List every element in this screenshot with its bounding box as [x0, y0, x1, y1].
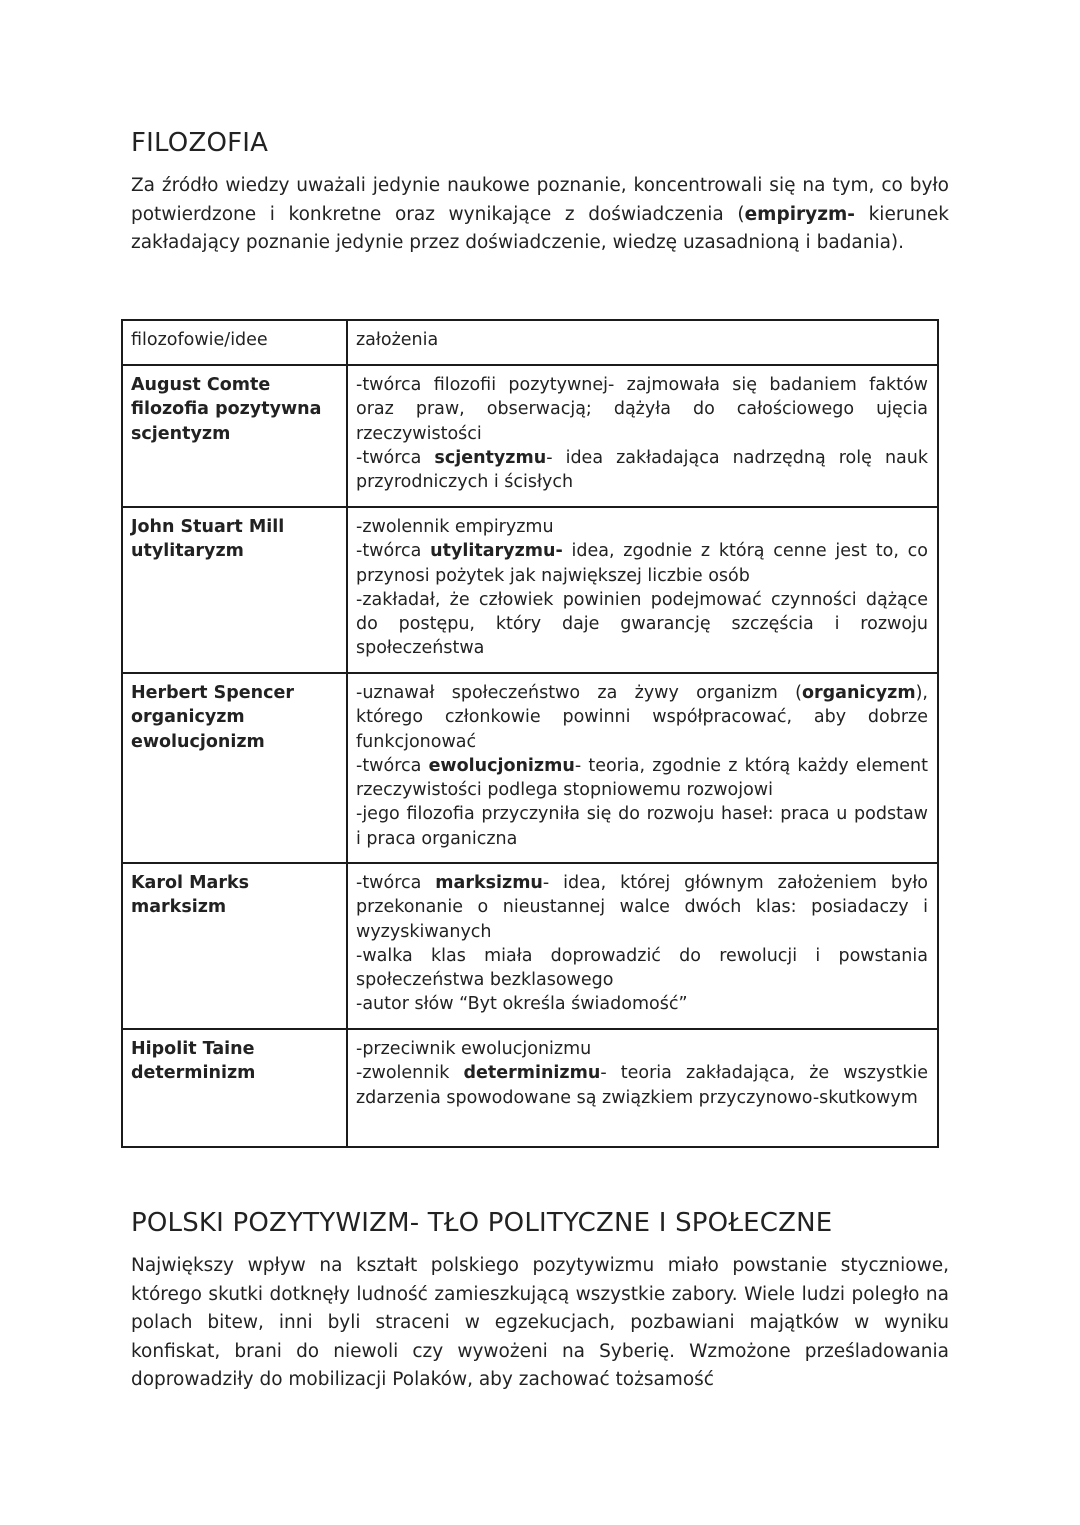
intro-emphasis-empiryzm: empiryzm- [744, 203, 855, 225]
assumption-text: -zwolennik empiryzmu [356, 517, 554, 537]
philosopher-cell [122, 507, 347, 673]
philosopher-name: Herbert Spencer [131, 683, 294, 703]
philosophers-table [121, 319, 939, 1148]
assumption-text: -zakładał, że człowiek powinien podejmować czynności dążące do postępu, który daje gwarancję szczęścia i rozwoju społeczeństwa [356, 589, 928, 659]
assumption-text: -twórca [356, 447, 435, 468]
assumption-text: -walka klas miała doprowadzić do rewolucji i powstania społeczeństwa bezklasowego [356, 945, 928, 991]
table-row [122, 507, 938, 673]
assumption-text: -uznawał społeczeństwo za żywy organizm ( [356, 683, 802, 703]
header-philosophers: filozofowie/idee [122, 320, 347, 365]
assumption-line [356, 1037, 928, 1061]
assumption-text: -twórca filozofii pozytywnej- zajmowała się badaniem faktów oraz praw, obserwacją; dążyła do całościowego ujęcia rzeczywistości [356, 375, 928, 444]
section-polish-positivism [131, 1208, 949, 1395]
assumption-keyword: determinizmu [463, 1063, 601, 1084]
assumption-text: -jego filozofia przyczyniła się do rozwoju haseł: praca u podstaw i praca organiczna [356, 804, 928, 849]
table-row [122, 863, 938, 1029]
assumptions-cell [347, 863, 938, 1029]
assumption-keyword: marksizmu [435, 873, 543, 893]
section-filozofia [131, 128, 949, 258]
assumption-text: - idea, której głównym założeniem było przekonanie o nieustannej walce dwóch klas: posiadaczy i wyzyskiwanych [356, 873, 929, 942]
assumptions-cell [347, 365, 938, 507]
header-assumptions: założenia [347, 320, 938, 365]
philosopher-name: Karol Marks [131, 873, 250, 893]
assumption-line [356, 588, 928, 661]
assumption-line [356, 681, 928, 754]
assumption-keyword: ewolucjonizmu [428, 755, 575, 776]
assumption-text: idea, zgodnie z którą cenne jest to, co przynosi pożytek jak największej liczbie osób [356, 541, 928, 586]
idea-name: utylitaryzm [131, 541, 244, 562]
assumption-text: ), którego członkowie powinni współpracować, aby dobrze funkcjonować [356, 683, 928, 752]
assumption-line [356, 802, 928, 851]
table-row [122, 673, 938, 863]
assumption-line [356, 446, 928, 495]
assumption-text: -twórca [356, 755, 429, 776]
assumption-keyword: scjentyzmu [434, 447, 547, 468]
philosopher-name: August Comte [131, 375, 271, 395]
idea-name: filozofia pozytywna [131, 399, 322, 420]
intro-text-part2: kierunek zakładający poznanie jedynie przez doświadczenie, wiedzę uzasadnioną i badania). [131, 203, 949, 253]
table-row [122, 1029, 938, 1147]
assumption-line [356, 539, 928, 588]
assumption-text: - teoria, zgodnie z którą każdy element rzeczywistości podlega stopniowemu rozwojowi [356, 755, 928, 801]
idea-name: scjentyzm [131, 423, 231, 444]
intro-text-part1: Za źródło wiedzy uważali jedynie naukowe poznanie, koncentrowali się na tym, co było potwierdzone i konkretne oraz wynikające z doświadczenia ( [131, 175, 949, 225]
assumption-line [356, 871, 928, 944]
philosopher-cell [122, 863, 347, 1029]
assumption-line [356, 754, 928, 803]
intro-paragraph [131, 172, 949, 258]
idea-name: determinizm [131, 1063, 256, 1084]
philosopher-cell [122, 673, 347, 863]
assumption-keyword: organicyzm [801, 683, 916, 703]
assumption-line [356, 515, 928, 539]
idea-name: organicyzm [131, 707, 245, 728]
table-row [122, 365, 938, 507]
assumption-text: -autor słów “Byt określa świadomość” [356, 994, 688, 1015]
assumptions-cell [347, 673, 938, 863]
assumption-text: - teoria zakładająca, że wszystkie zdarzenia spowodowane są związkiem przyczynowo-skutkowym [356, 1063, 929, 1108]
idea-name: ewolucjonizm [131, 731, 265, 752]
assumptions-cell [347, 507, 938, 673]
assumption-text: -twórca [356, 873, 436, 893]
philosopher-cell [122, 365, 347, 507]
positivism-paragraph: Największy wpływ na kształt polskiego pozytywizmu miało powstanie styczniowe, którego skutki dotknęły ludność zamieszkującą wszystkie zabory. Wiele ludzi poległo na polach bitew, inni byli straceni w egzekucjach, pozbawiani majątków w wyniku konfiskat, brani do niewoli czy wywożeni na Syberię. Wzmożone prześladowania doprowadziły do mobilizacji Polaków, aby zachować tożsamość [131, 1255, 949, 1390]
assumption-keyword: utylitaryzmu- [430, 541, 563, 562]
assumption-text: -twórca [356, 541, 431, 562]
section-title-polish-positivism: POLSKI POZYTYWIZM- TŁO POLITYCZNE I SPOŁECZNE [131, 1208, 833, 1238]
philosopher-cell [122, 1029, 347, 1147]
assumption-text: -przeciwnik ewolucjonizmu [356, 1039, 592, 1059]
assumption-line [356, 992, 928, 1016]
assumptions-cell [347, 1029, 938, 1147]
philosopher-name: John Stuart Mill [131, 517, 285, 537]
assumption-line [356, 944, 928, 993]
assumption-text: -zwolennik [356, 1063, 464, 1084]
assumption-line [356, 373, 928, 446]
idea-name: marksizm [131, 897, 227, 918]
table-header-row [122, 320, 938, 365]
philosopher-name: Hipolit Taine [131, 1039, 255, 1059]
section-title-filozofia: FILOZOFIA [131, 128, 269, 158]
assumption-line [356, 1061, 928, 1110]
assumption-text: - idea zakładająca nadrzędną rolę nauk przyrodniczych i ścisłych [356, 447, 928, 493]
